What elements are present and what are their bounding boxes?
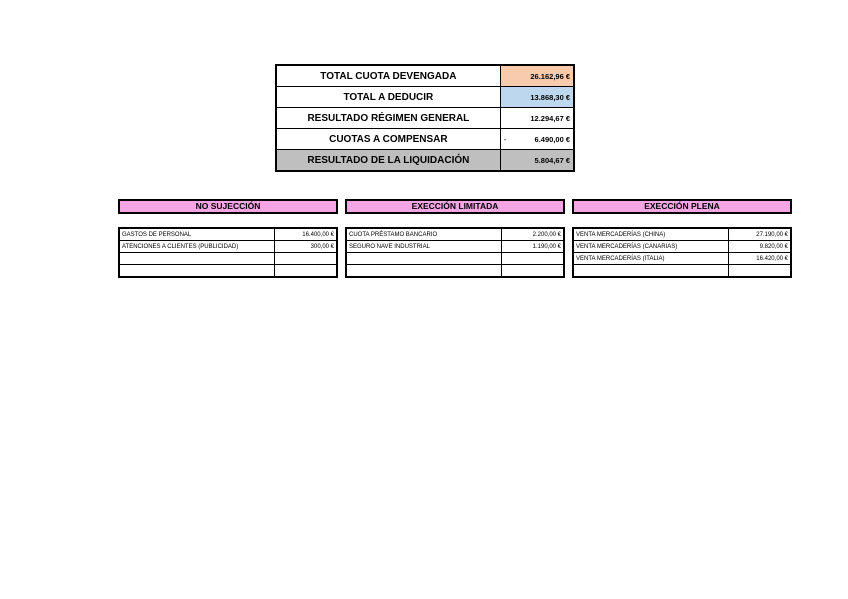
table-row <box>119 241 337 253</box>
section-header-exencion-limitada: EXECCIÓN LIMITADA <box>345 199 565 214</box>
section-header-exencion-plena: EXECCIÓN PLENA <box>572 199 792 214</box>
amount-cell: 16.420,00 € <box>729 253 791 265</box>
summary-value: 26.162,96 € <box>500 65 574 87</box>
concept-cell: GASTOS DE PERSONAL <box>119 228 275 241</box>
summary-row-resultado-regimen-general <box>276 108 574 129</box>
summary-row-total-a-deducir <box>276 87 574 108</box>
concept-cell: VENTA MERCADERÍAS (CHINA) <box>573 228 729 241</box>
summary-value: 12.294,67 € <box>500 108 574 129</box>
table-row <box>346 228 564 241</box>
section-header-no-sujecion: NO SUJECCIÓN <box>118 199 338 214</box>
summary-label: TOTAL CUOTA DEVENGADA <box>276 65 500 87</box>
summary-value: 13.868,30 € <box>500 87 574 108</box>
table-no-sujecion <box>118 227 338 278</box>
summary-table <box>275 64 575 172</box>
table-row <box>573 241 791 253</box>
summary-value: - 6.490,00 € <box>500 129 574 150</box>
amount-cell: 27.190,00 € <box>729 228 791 241</box>
table-row <box>119 228 337 241</box>
amount-cell: 300,00 € <box>275 241 337 253</box>
summary-value: 5.804,67 € <box>500 150 574 172</box>
summary-row-cuotas-a-compensar <box>276 129 574 150</box>
table-row <box>573 253 791 265</box>
concept-cell: CUOTA PRÉSTAMO BANCARIO <box>346 228 502 241</box>
summary-row-resultado-liquidacion <box>276 150 574 172</box>
table-row-empty <box>573 265 791 278</box>
concept-cell: ATENCIONES A CLIENTES (PUBLICIDAD) <box>119 241 275 253</box>
summary-label: RESULTADO RÉGIMEN GENERAL <box>276 108 500 129</box>
amount-cell: 16.400,00 € <box>275 228 337 241</box>
summary-label: TOTAL A DEDUCIR <box>276 87 500 108</box>
concept-cell: VENTA MERCADERÍAS (ITALIA) <box>573 253 729 265</box>
concept-cell: VENTA MERCADERÍAS (CANARIAS) <box>573 241 729 253</box>
table-exencion-limitada <box>345 227 565 278</box>
amount-cell: 9.820,00 € <box>729 241 791 253</box>
table-row <box>346 241 564 253</box>
table-exencion-plena <box>572 227 792 278</box>
table-row-empty <box>346 253 564 265</box>
table-row-empty <box>119 265 337 278</box>
summary-label: CUOTAS A COMPENSAR <box>276 129 500 150</box>
concept-cell: SEGURO NAVE INDUSTRIAL <box>346 241 502 253</box>
negative-sign: - <box>503 134 507 144</box>
summary-row-total-cuota-devengada <box>276 65 574 87</box>
table-row <box>573 228 791 241</box>
summary-label: RESULTADO DE LA LIQUIDACIÓN <box>276 150 500 172</box>
table-row-empty <box>346 265 564 278</box>
amount-cell: 2.200,00 € <box>502 228 564 241</box>
amount-cell: 1.190,00 € <box>502 241 564 253</box>
table-row-empty <box>119 253 337 265</box>
